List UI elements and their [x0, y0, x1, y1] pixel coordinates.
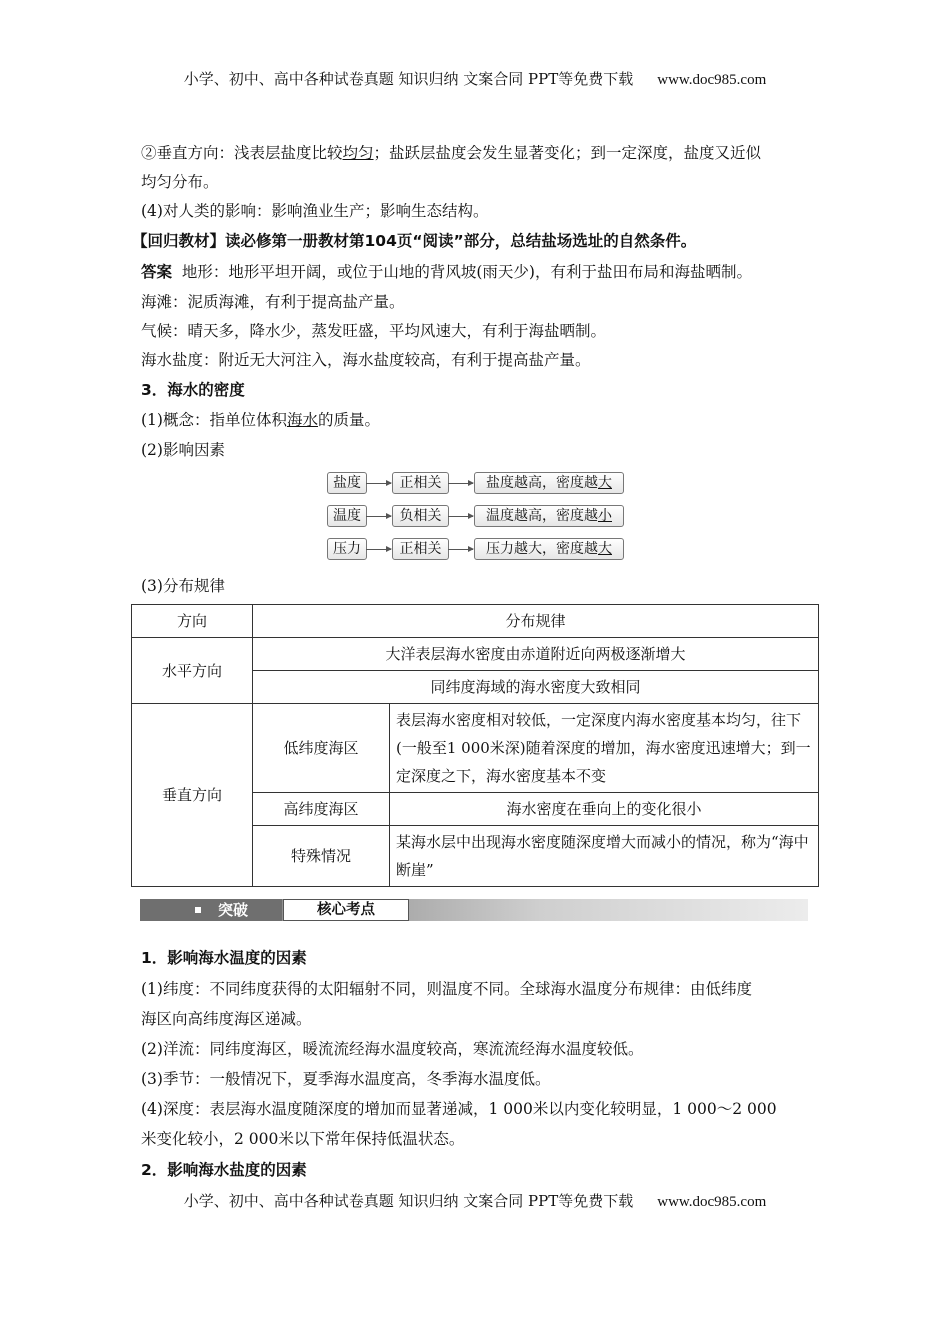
underlined-text: 大 [598, 541, 612, 557]
temperature-current: (2)洋流：同纬度海区，暖流流经海水温度较高，寒流流经海水温度较低。 [141, 1040, 644, 1058]
arrow [366, 549, 391, 550]
header-cell: 方向 [132, 605, 253, 638]
text: 地形：地形平坦开阔，或位于山地的背风坡(雨天少)，有利于盐田布局和海盐晒制。 [181, 263, 752, 281]
answer-line-4: 海水盐度：附近无大河注入，海水盐度较高，有利于提高盐产量。 [141, 351, 591, 369]
factor-box: 盐度 [327, 472, 367, 494]
underlined-text: 小 [598, 508, 612, 524]
density-concept [141, 410, 821, 430]
header-text: 小学、初中、高中各种试卷真题 知识归纳 文案合同 PPT等免费下载 [183, 70, 634, 88]
result-box [474, 505, 624, 527]
arrow [366, 516, 391, 517]
text: ；盐跃层盐度会发生显著变化；到一定深度，盐度又近似 [373, 144, 762, 162]
footer-url[interactable]: www.doc985.com [657, 1194, 767, 1210]
text: (1)概念：指单位体积 [141, 411, 287, 429]
page-footer [0, 1190, 950, 1211]
section-title-density: 3．海水的密度 [141, 381, 245, 399]
temperature-depth-2: 米变化较小，2 000米以下常年保持低温状态。 [141, 1130, 465, 1148]
rule-cell: 海水密度在垂向上的变化很小 [390, 793, 819, 826]
factor-box: 温度 [327, 505, 367, 527]
paragraph-vertical-salinity [141, 143, 821, 163]
table-row [132, 638, 819, 671]
review-tag: 【回归教材】 [132, 232, 226, 250]
region-cell: 低纬度海区 [253, 704, 390, 793]
answer-line-3: 气候：晴天多，降水少，蒸发旺盛，平均风速大，有利于海盐晒制。 [141, 322, 607, 340]
region-cell: 高纬度海区 [253, 793, 390, 826]
underlined-text: 海水 [286, 411, 318, 429]
direction-cell: 水平方向 [132, 638, 253, 704]
temperature-latitude-1: (1)纬度：不同纬度获得的太阳辐射不同，则温度不同。全球海水温度分布规律：由低纬度 [141, 980, 752, 998]
paragraph-line: 均匀分布。 [141, 173, 219, 191]
paragraph-human-impact: (4)对人类的影响：影响渔业生产；影响生态结构。 [141, 202, 489, 220]
underlined-text: 均匀 [342, 144, 374, 162]
page-header [0, 68, 950, 89]
banner-left-text: 突破 [218, 901, 249, 919]
square-bullet-icon [195, 907, 201, 913]
temperature-latitude-2: 海区向高纬度海区递减。 [141, 1010, 312, 1028]
underlined-text: 大 [598, 475, 612, 491]
table-row [132, 605, 819, 638]
density-distribution-table [131, 604, 819, 887]
banner-label [140, 899, 282, 921]
factor-box: 压力 [327, 538, 367, 560]
answer-label: 答案 [141, 263, 173, 281]
arrow [366, 483, 391, 484]
rule-cell: 某海水层中出现海水密度随深度增大而减小的情况，称为“海中断崖” [390, 826, 819, 887]
section-title-temperature: 1．影响海水温度的因素 [141, 949, 307, 967]
text: 盐度越高，密度越 [486, 475, 598, 491]
rule-cell: 表层海水密度相对较低，一定深度内海水密度基本均匀，往下(一般至1 000米深)随着深度的增加，海水密度迅速增大；到一定深度之下，海水密度基本不变 [390, 704, 819, 793]
relation-box: 正相关 [392, 538, 449, 560]
arrow [448, 549, 473, 550]
distribution-title: (3)分布规律 [141, 577, 225, 595]
text: 压力越大，密度越 [486, 541, 598, 557]
answer-line-1 [141, 262, 821, 282]
arrow [448, 516, 473, 517]
rule-cell: 同纬度海域的海水密度大致相同 [253, 671, 819, 704]
result-box [474, 472, 624, 494]
banner-title: 核心考点 [283, 899, 409, 921]
section-title-salinity: 2．影响海水盐度的因素 [141, 1161, 307, 1179]
header-url[interactable]: www.doc985.com [657, 72, 767, 88]
relation-box: 正相关 [392, 472, 449, 494]
footer-text: 小学、初中、高中各种试卷真题 知识归纳 文案合同 PPT等免费下载 [183, 1192, 634, 1210]
textbook-review [132, 231, 812, 251]
header-cell: 分布规律 [253, 605, 819, 638]
density-factors-title: (2)影响因素 [141, 441, 225, 459]
answer-line-2: 海滩：泥质海滩，有利于提高盐产量。 [141, 293, 405, 311]
direction-cell: 垂直方向 [132, 704, 253, 887]
temperature-depth-1: (4)深度：表层海水温度随深度的增加而显著递减，1 000米以内变化较明显，1 000～2 000 [141, 1100, 777, 1118]
result-box [474, 538, 624, 560]
text: ②垂直方向：浅表层盐度比较 [141, 144, 343, 162]
rule-cell: 大洋表层海水密度由赤道附近向两极逐渐增大 [253, 638, 819, 671]
arrow [448, 483, 473, 484]
review-text: 读必修第一册教材第104页“阅读”部分，总结盐场选址的自然条件。 [225, 232, 697, 250]
text: 的质量。 [317, 411, 380, 429]
region-cell: 特殊情况 [253, 826, 390, 887]
table-row [132, 704, 819, 793]
temperature-season: (3)季节：一般情况下，夏季海水温度高，冬季海水温度低。 [141, 1070, 551, 1088]
text: 温度越高，密度越 [486, 508, 598, 524]
relation-box: 负相关 [392, 505, 449, 527]
